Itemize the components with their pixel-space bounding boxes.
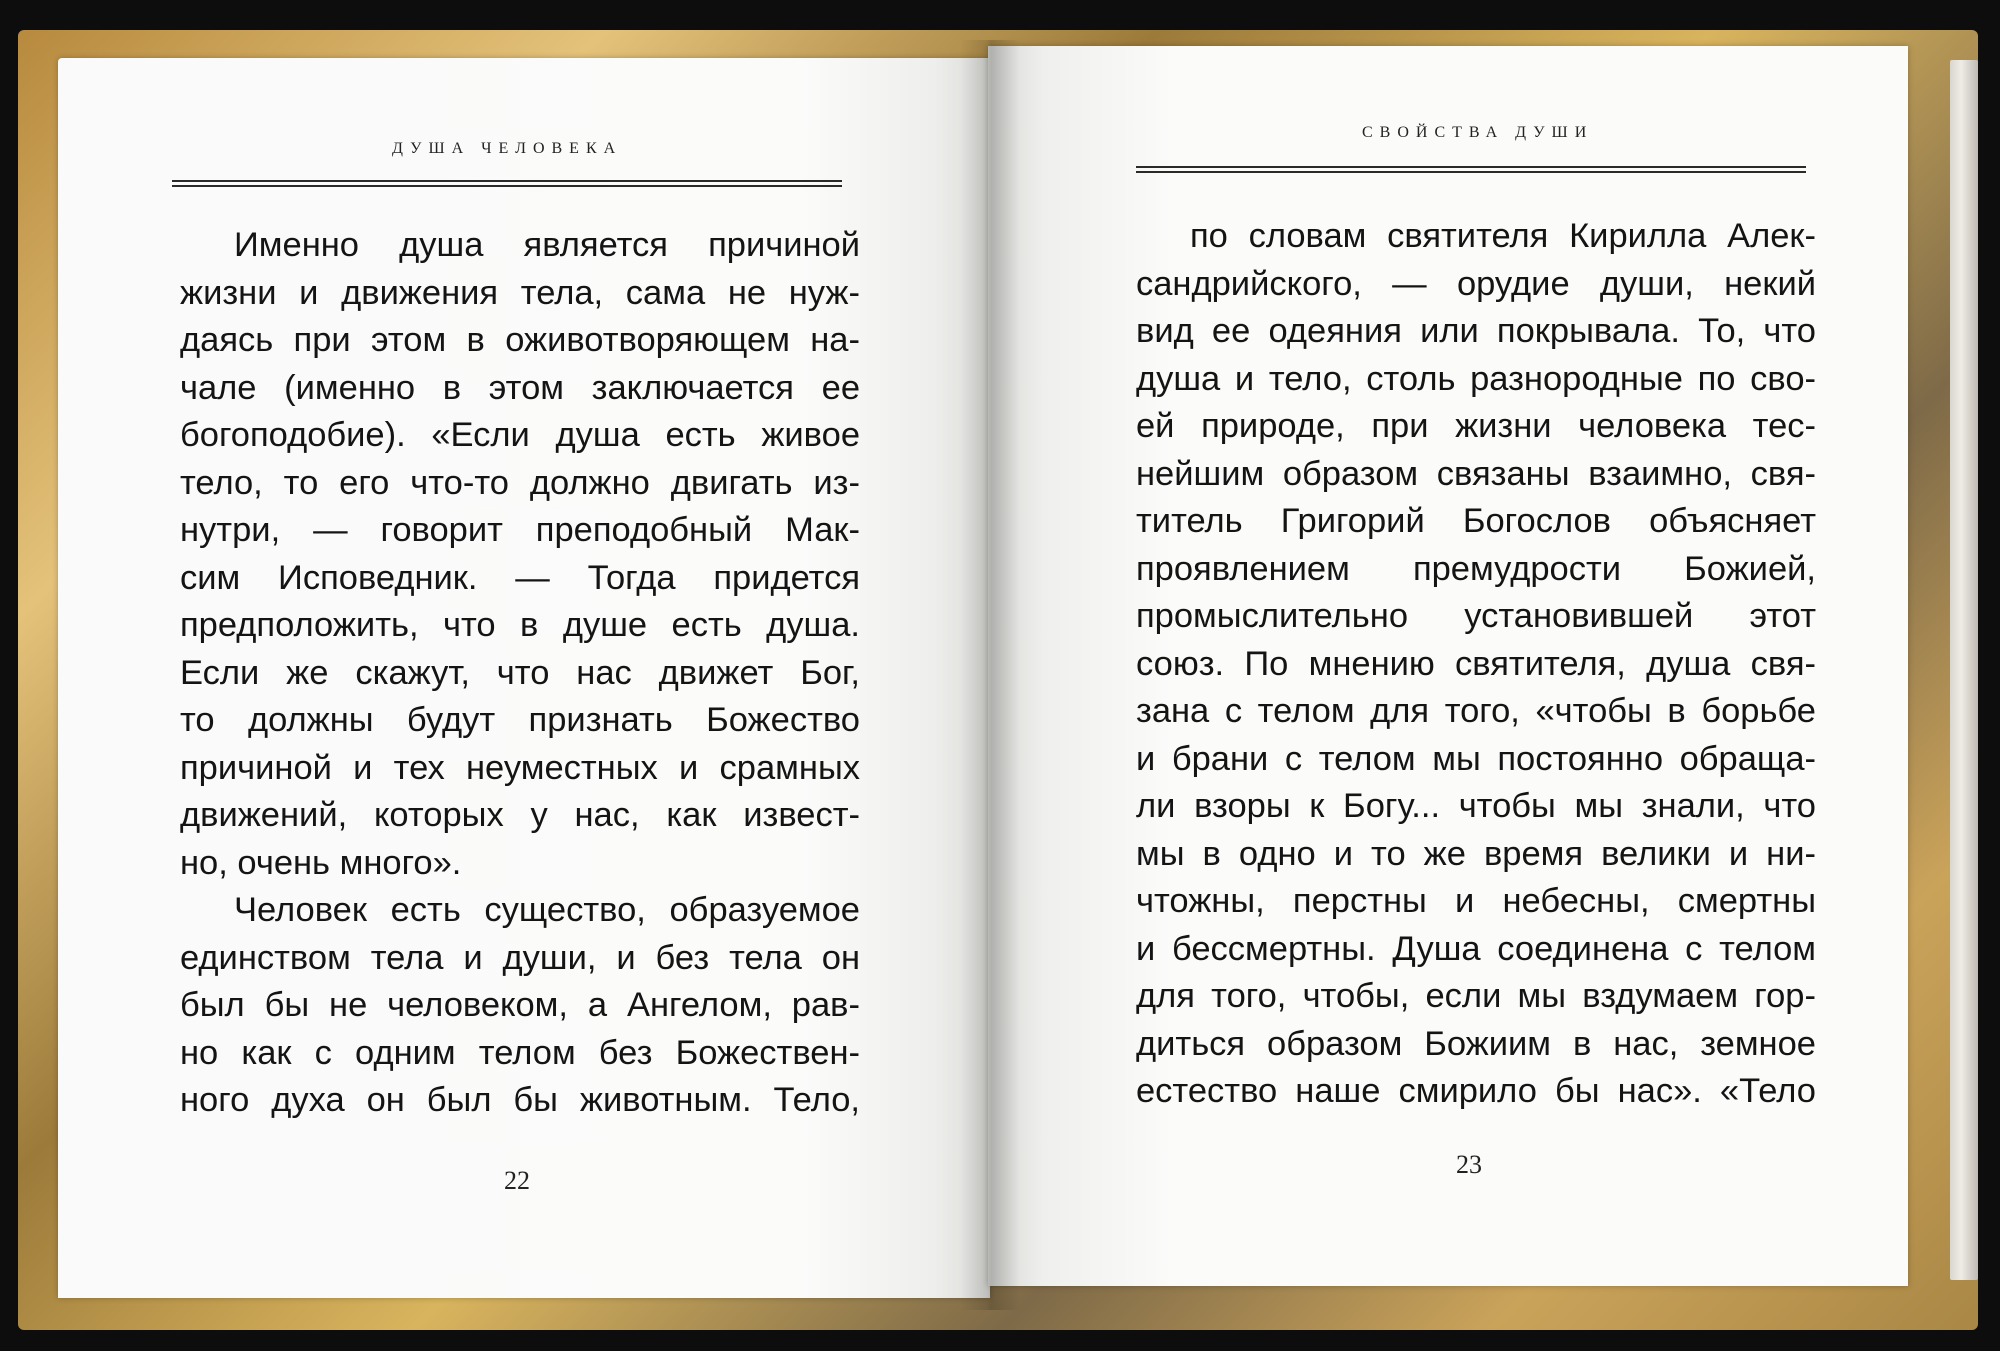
left-page-number: 22 [504, 1166, 530, 1195]
text-line: Если же скажут, что нас движет Бог, [180, 653, 860, 692]
text-line: тело, то его что-то должно двигать из- [180, 463, 860, 502]
text-line: вид ее одеяния или покрывала. То, что [1136, 312, 1816, 350]
text-line: естество наше смирило бы нас». «Тело [1136, 1072, 1816, 1110]
text-line: ного духа он был бы животным. Тело, [180, 1081, 860, 1119]
left-page-text [180, 222, 860, 1125]
left-header-rule [172, 180, 842, 187]
text-line: чтожны, перстны и небесны, смертны [1136, 882, 1816, 920]
text-line: то должны будут признать Божество [180, 701, 860, 739]
text-line: но, очень много». [180, 843, 462, 882]
text-line: но как с одним телом без Божествен- [180, 1033, 860, 1072]
text-line: душа и тело, столь разнородные по сво- [1136, 359, 1816, 398]
text-line: единством тела и души, и без тела он [180, 938, 860, 977]
text-line: сим Исповедник. — Тогда придется [180, 558, 860, 597]
text-line: был бы не человеком, а Ангелом, рав- [180, 986, 860, 1024]
text-line: даясь при этом в оживотворяющем на- [180, 321, 860, 359]
text-line: и брани с телом мы постоянно обраща- [1136, 739, 1816, 778]
right-page-number: 23 [1456, 1150, 1482, 1179]
text-line: по словам святителя Кирилла Алек- [1190, 217, 1816, 255]
text-line: проявлением премудрости Божией, [1136, 549, 1816, 588]
text-line: диться образом Божиим в нас, земное [1136, 1024, 1816, 1063]
right-page-text [1136, 213, 1816, 1116]
text-line: причиной и тех неуместных и срамных [180, 748, 860, 787]
text-line: чале (именно в этом заключается ее [180, 368, 860, 407]
text-line: жизни и движения тела, сама не нуж- [180, 273, 860, 312]
page-block-edge [1950, 60, 1978, 1280]
text-line: ли взоры к Богу... чтобы мы знали, что [1136, 787, 1816, 825]
text-line: движений, которых у нас, как извест- [180, 796, 860, 834]
text-line: богоподобие). «Если душа есть живое [180, 416, 860, 454]
spine-gutter [960, 40, 1020, 1310]
text-line: нутри, — говорит преподобный Мак- [180, 511, 860, 549]
text-line: предположить, что в душе есть душа. [180, 606, 860, 644]
text-line: союз. По мнению святителя, душа свя- [1136, 644, 1816, 683]
text-line: для того, чтобы, если мы вздумаем гор- [1136, 977, 1816, 1015]
text-line: ей природе, при жизни человека тес- [1136, 407, 1816, 445]
text-line: Человек есть существо, образуемое [234, 891, 860, 929]
text-line: промыслительно установившей этот [1136, 597, 1816, 635]
text-line: зана с телом для того, «чтобы в борьбе [1136, 692, 1816, 730]
right-header-rule [1136, 166, 1806, 173]
text-line: сандрийского, — орудие души, некий [1136, 264, 1816, 303]
text-line: и бессмертны. Душа соединена с телом [1136, 929, 1816, 968]
right-running-head: СВОЙСТВА ДУШИ [1362, 124, 1594, 141]
text-line: мы в одно и то же время велики и ни- [1136, 834, 1816, 873]
text-line: Именно душа является причиной [234, 226, 860, 264]
left-running-head: ДУША ЧЕЛОВЕКА [392, 140, 623, 157]
text-line: нейшим образом связаны взаимно, свя- [1136, 454, 1816, 493]
text-line: титель Григорий Богослов объясняет [1136, 502, 1816, 540]
